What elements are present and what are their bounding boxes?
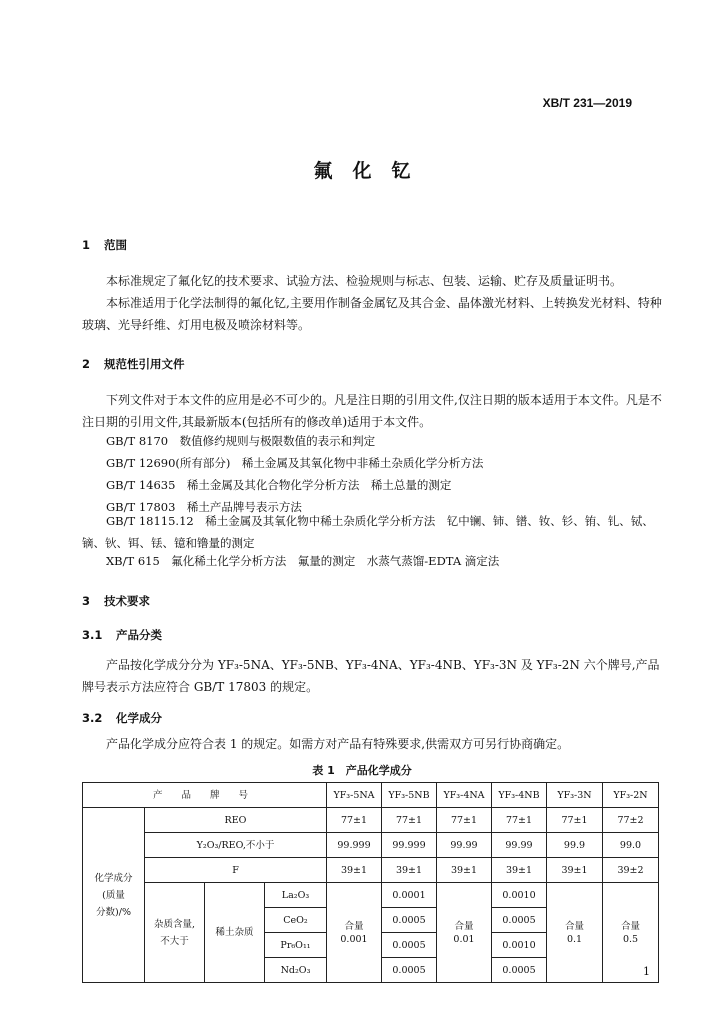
grade-header: YF₃-2N xyxy=(603,783,659,808)
table-cell: 39±2 xyxy=(603,858,659,883)
grade-header: YF₃-3N xyxy=(547,783,603,808)
table-cell: 99.99 xyxy=(437,833,492,858)
section-number: 3.1 xyxy=(82,628,103,642)
total-label: 合量 xyxy=(344,920,364,932)
total-cell xyxy=(603,883,659,983)
section-3-heading xyxy=(82,593,150,609)
section-number: 1 xyxy=(82,238,91,252)
composition-paragraph: 产品化学成分应符合表 1 的规定。如需方对产品有特殊要求,供需双方可另行协商确定。 xyxy=(106,737,570,751)
table-cell: 99.99 xyxy=(492,833,547,858)
total-value: 0.01 xyxy=(453,933,475,945)
grade-header: YF₃-4NB xyxy=(492,783,547,808)
reference-item: GB/T 18115.12 稀土金属及其氧化物中稀土杂质化学分析方法 钇中镧、铈、镨、钕、钐、铕、钆、铽、镝、钬、铒、铥、镱和镥量的测定 xyxy=(82,514,654,550)
section-title: 范围 xyxy=(104,238,127,252)
scope-paragraph-1: 本标准规定了氟化钇的技术要求、试验方法、检验规则与标志、包装、运输、贮存及质量证明书。 xyxy=(106,274,623,288)
impurity-name: La₂O₃ xyxy=(265,883,327,908)
table-cell: 77±1 xyxy=(547,808,603,833)
section-number: 2 xyxy=(82,357,91,371)
grade-header: YF₃-5NB xyxy=(382,783,437,808)
row-label: REO xyxy=(145,808,327,833)
table-cell: 39±1 xyxy=(327,858,382,883)
re-impurity-label: 稀土杂质 xyxy=(205,883,265,983)
grade-header: YF₃-4NA xyxy=(437,783,492,808)
table-row xyxy=(83,883,659,908)
reference-item: GB/T 17803 稀土产品牌号表示方法 xyxy=(106,500,302,514)
table-row xyxy=(83,833,659,858)
table-cell: 0.0001 xyxy=(382,883,437,908)
table-cell: 39±1 xyxy=(492,858,547,883)
standard-code: XB/T 231—2019 xyxy=(542,96,632,110)
impurity-name: CeO₂ xyxy=(265,908,327,933)
section-number: 3.2 xyxy=(82,711,103,725)
table-row xyxy=(83,858,659,883)
table-cell: 39±1 xyxy=(382,858,437,883)
table-cell: 77±1 xyxy=(327,808,382,833)
total-cell xyxy=(327,883,382,983)
references-intro: 下列文件对于本文件的应用是必不可少的。凡是注日期的引用文件,仅注日期的版本适用于本文件。凡是不注日期的引用文件,其最新版本(包括所有的修改单)适用于本文件。 xyxy=(82,393,662,429)
table-cell: 0.0010 xyxy=(492,933,547,958)
section-2-heading xyxy=(82,356,185,372)
reference-item: GB/T 14635 稀土金属及其化合物化学分析方法 稀土总量的测定 xyxy=(106,478,452,492)
table-cell: 0.0005 xyxy=(382,908,437,933)
table-cell: 0.0005 xyxy=(492,908,547,933)
reference-item: GB/T 8170 数值修约规则与极限数值的表示和判定 xyxy=(106,434,376,448)
reference-item: GB/T 12690(所有部分) 稀土金属及其氧化物中非稀土杂质化学分析方法 xyxy=(106,456,484,470)
row-label: Y₂O₃/REO,不小于 xyxy=(145,833,327,858)
table-cell: 77±1 xyxy=(382,808,437,833)
table-header-row xyxy=(83,783,659,808)
table-cell: 77±1 xyxy=(437,808,492,833)
table-cell: 0.0010 xyxy=(492,883,547,908)
section-number: 3 xyxy=(82,594,91,608)
total-cell xyxy=(437,883,492,983)
impurity-name: Nd₂O₃ xyxy=(265,958,327,983)
table-caption: 表 1 产品化学成分 xyxy=(312,764,412,777)
section-1-heading xyxy=(82,237,127,253)
section-title: 化学成分 xyxy=(116,711,162,725)
page-number: 1 xyxy=(643,965,650,978)
section-3-2-heading xyxy=(82,710,162,726)
table-cell: 99.999 xyxy=(382,833,437,858)
group-label: 化学成分 (质量 分数)/% xyxy=(83,808,145,983)
scope-paragraph-2: 本标准适用于化学法制得的氟化钇,主要用作制备金属钇及其合金、晶体激光材料、上转换发光材料、特种玻璃、光导纤维、灯用电极及喷涂材料等。 xyxy=(82,296,662,332)
impurity-label: 杂质含量, 不大于 xyxy=(145,883,205,983)
table-cell: 99.0 xyxy=(603,833,659,858)
total-value: 0.001 xyxy=(340,933,368,945)
table-cell: 0.0005 xyxy=(382,933,437,958)
table-cell: 39±1 xyxy=(437,858,492,883)
table-cell: 0.0005 xyxy=(382,958,437,983)
table-cell: 77±1 xyxy=(492,808,547,833)
grade-header: YF₃-5NA xyxy=(327,783,382,808)
section-title: 产品分类 xyxy=(116,628,162,642)
total-label: 合量 xyxy=(454,920,474,932)
row-label: F xyxy=(145,858,327,883)
table-cell: 99.999 xyxy=(327,833,382,858)
impurity-name: Pr₆O₁₁ xyxy=(265,933,327,958)
table-cell: 0.0005 xyxy=(492,958,547,983)
table-row xyxy=(83,808,659,833)
section-title: 技术要求 xyxy=(104,594,150,608)
section-title: 规范性引用文件 xyxy=(104,357,185,371)
reference-item: XB/T 615 氟化稀土化学分析方法 氟量的测定 水蒸气蒸馏-EDTA 滴定法 xyxy=(106,554,500,568)
total-value: 0.5 xyxy=(622,933,639,945)
total-label: 合量 xyxy=(620,920,640,932)
classification-paragraph: 产品按化学成分分为 YF₃-5NA、YF₃-5NB、YF₃-4NA、YF₃-4NB、YF₃-3N 及 YF₃-2N 六个牌号,产品牌号表示方法应符合 GB/T 17803 的规定。 xyxy=(82,658,660,694)
composition-table xyxy=(82,782,659,983)
table-cell: 39±1 xyxy=(547,858,603,883)
total-cell xyxy=(547,883,603,983)
document-title: 氟化钇 xyxy=(313,160,431,182)
section-3-1-heading xyxy=(82,627,162,643)
total-value: 0.1 xyxy=(566,933,583,945)
table-cell: 77±2 xyxy=(603,808,659,833)
total-label: 合量 xyxy=(564,920,584,932)
brand-header: 产 品 牌 号 xyxy=(83,783,327,808)
table-cell: 99.9 xyxy=(547,833,603,858)
